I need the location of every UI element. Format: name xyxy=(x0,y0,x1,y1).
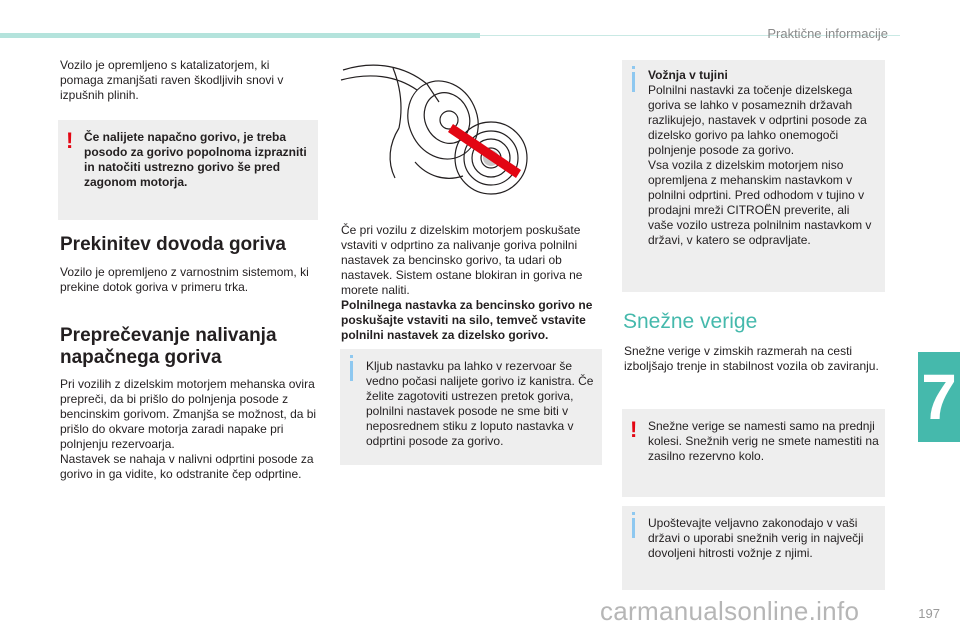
warning-icon: ! xyxy=(66,128,74,153)
page-number: 197 xyxy=(918,606,940,621)
info-box-abroad xyxy=(622,60,885,292)
warning-box-snow-chains xyxy=(622,409,885,497)
chapter-number: 7 xyxy=(921,361,957,433)
info-icon xyxy=(632,518,635,538)
info-icon xyxy=(350,361,353,381)
warning-box-fuel xyxy=(58,120,318,220)
warning-text: Če nalijete napačno gorivo, je treba posodo za gorivo popolnoma izprazniti in natočiti ustrezno gorivo še pred zagonom motorja. xyxy=(84,130,307,189)
warning-icon: ! xyxy=(630,417,638,442)
info-box-legislation xyxy=(622,506,885,590)
header-accent-bar xyxy=(0,33,480,38)
fuel-cutoff-paragraph: Vozilo je opremljeno z varnostnim sistemom, ki prekine dotok goriva v primeru trka. xyxy=(60,265,309,294)
warning-snow-text: Snežne verige se namesti samo na prednji kolesi. Snežnih verig ne smete namestiti na zasilno rezervno kolo. xyxy=(648,419,879,463)
section-title: Praktične informacije xyxy=(767,26,888,41)
misfuel-paragraph: Pri vozilih z dizelskim motorjem mehanska ovira prepreči, da bi prišlo do polnjenja posode z bencinskim gorivom. Zmanjša se možnost, da bi prišlo do okvare motorja zaradi napake pri polnjenju rezervoarja. Nastavek se nahaja v nalivni odprtini posode za gorivo in ga vidite, ko odstranite čep odprtine. xyxy=(60,377,317,481)
watermark: carmanualsonline.info xyxy=(600,596,860,626)
heading-snow-chains: Snežne verige xyxy=(623,310,758,333)
fuel-filler-illustration xyxy=(335,58,535,208)
info-box-canister xyxy=(340,349,602,465)
intro-paragraph: Vozilo je opremljeno s katalizatorjem, ki pomaga zmanjšati raven škodljivih snovi v izpušnih plinih. xyxy=(60,58,284,102)
diesel-paragraph: Če pri vozilu z dizelskim motorjem poskušate vstaviti v odprtino za nalivanje goriva polnilni nastavek za bencinsko gorivo, ta udari ob nastavek. Sistem ostane blokiran in goriva ne morete naliti. Polnilnega nastavka za bencinsko gorivo ne poskušajte vstaviti na silo, temveč vstavite polnilni nastavek za dizelsko gorivo. xyxy=(341,223,593,342)
info-abroad-text: Vožnja v tujini Polnilni nastavki za točenje dizelskega goriva se lahko v posameznih državah razlikujejo, nastavek v odprtini posode za dizelsko gorivo pa lahko onemogoči polnjenje posode za gorivo. Vsa vozila z dizelskim motorjem niso opremljena z mehanskim nastavkom v polnilni odprtini. Pred odhodom v tujino v prodajni mreži CITROËN preverite, ali vaše vozilo ustreza polnilnim nastavkom v državi, v katero se odpravljate. xyxy=(648,68,872,247)
info-text: Kljub nastavku pa lahko v rezervoar še vedno počasi nalijete gorivo iz kanistra. Če želite zagotoviti ustrezen pretok goriva, polnilni nastavek posode ne sme biti v neposrednem stiku z loputo nastavka v odprtini posode za gorivo. xyxy=(366,359,594,448)
info-icon xyxy=(632,72,635,92)
snow-chains-paragraph: Snežne verige v zimskih razmerah na cesti izboljšajo trenje in stabilnost vozila ob zaviranju. xyxy=(624,344,879,373)
heading-misfuel-prevention: Preprečevanje nalivanja napačnega goriva xyxy=(60,325,277,368)
heading-fuel-cutoff: Prekinitev dovoda goriva xyxy=(60,234,286,255)
info-legislation-text: Upoštevajte veljavno zakonodajo v vaši državi o uporabi snežnih verig in največji dovoljeni hitrosti vožnje z njimi. xyxy=(648,516,864,560)
